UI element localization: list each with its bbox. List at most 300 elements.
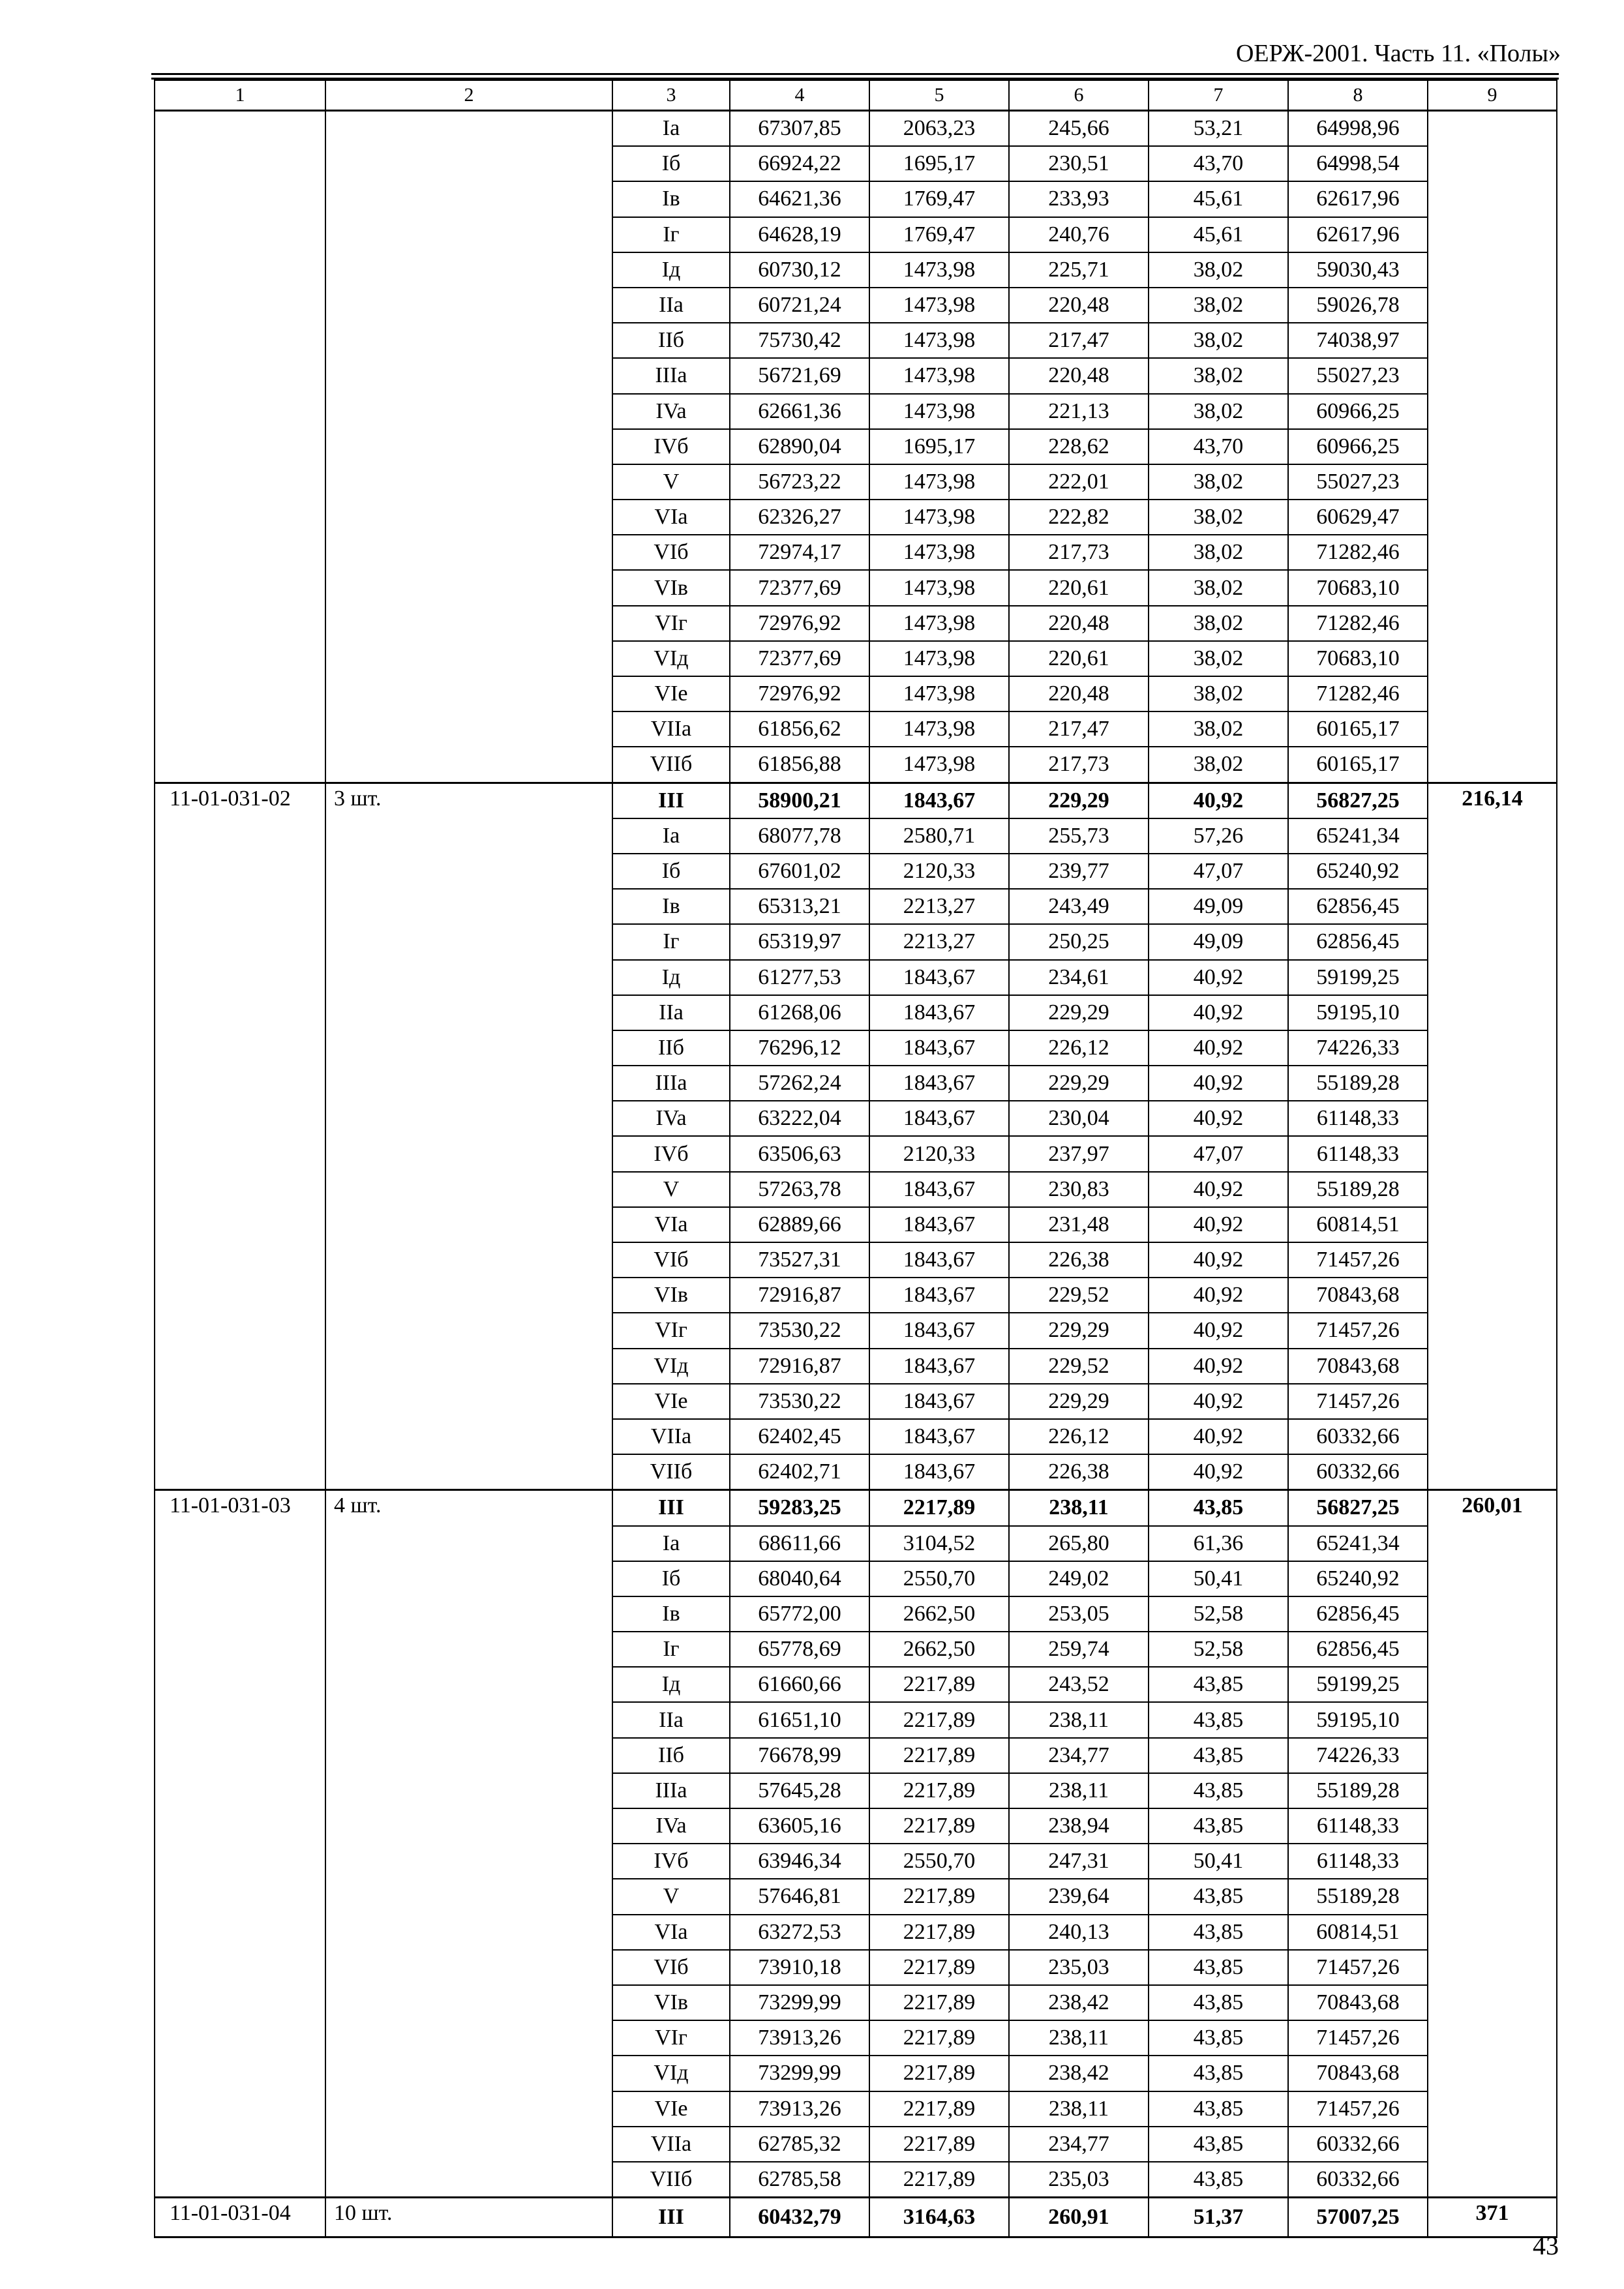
operator-wage-cell: 43,85: [1149, 2020, 1288, 2056]
material-cost-cell: 70843,68: [1288, 1278, 1428, 1313]
operator-wage-cell: 40,92: [1149, 995, 1288, 1030]
zone-cell: IIIa: [612, 1066, 730, 1101]
labor-cost-cell: 2550,70: [869, 1561, 1009, 1596]
column-number-cell: 6: [1009, 80, 1149, 111]
operator-wage-cell: 43,85: [1149, 1773, 1288, 1808]
machine-cost-cell: 228,62: [1009, 429, 1149, 464]
material-cost-cell: 62856,45: [1288, 1596, 1428, 1632]
material-cost-cell: 59199,25: [1288, 1667, 1428, 1702]
labor-cost-cell: 1473,98: [869, 641, 1009, 676]
operator-wage-cell: 38,02: [1149, 606, 1288, 641]
direct-cost-cell: 73299,99: [730, 1985, 869, 2020]
machine-cost-cell: 229,29: [1009, 1313, 1149, 1348]
direct-cost-cell: 67601,02: [730, 854, 869, 889]
zone-cell: Iд: [612, 252, 730, 288]
direct-cost-cell: 58900,21: [730, 783, 869, 818]
material-cost-cell: 62856,45: [1288, 924, 1428, 959]
zone-cell: Iд: [612, 1667, 730, 1702]
material-cost-cell: 71282,46: [1288, 606, 1428, 641]
zone-cell: VIIб: [612, 1454, 730, 1490]
direct-cost-cell: 72377,69: [730, 641, 869, 676]
direct-cost-cell: 57645,28: [730, 1773, 869, 1808]
labor-hours-cell: 260,01: [1428, 1490, 1557, 2198]
machine-cost-cell: 229,29: [1009, 995, 1149, 1030]
operator-wage-cell: 43,85: [1149, 1985, 1288, 2020]
direct-cost-cell: 63605,16: [730, 1808, 869, 1844]
operator-wage-cell: 43,85: [1149, 1702, 1288, 1737]
column-number-cell: 8: [1288, 80, 1428, 111]
direct-cost-cell: 63222,04: [730, 1101, 869, 1136]
material-cost-cell: 60332,66: [1288, 2127, 1428, 2162]
direct-cost-cell: 63506,63: [730, 1136, 869, 1171]
zone-cell: Ia: [612, 1526, 730, 1561]
material-cost-cell: 71282,46: [1288, 676, 1428, 711]
material-cost-cell: 62856,45: [1288, 889, 1428, 924]
operator-wage-cell: 40,92: [1149, 1172, 1288, 1207]
machine-cost-cell: 239,77: [1009, 854, 1149, 889]
direct-cost-cell: 68077,78: [730, 818, 869, 854]
material-cost-cell: 74226,33: [1288, 1738, 1428, 1773]
header-rule-top: [151, 73, 1559, 75]
zone-cell: VIa: [612, 500, 730, 535]
zone-cell: Iд: [612, 960, 730, 995]
labor-cost-cell: 2217,89: [869, 1490, 1009, 1526]
operator-wage-cell: 43,85: [1149, 1950, 1288, 1985]
direct-cost-cell: 75730,42: [730, 323, 869, 358]
machine-cost-cell: 226,12: [1009, 1030, 1149, 1066]
material-cost-cell: 71457,26: [1288, 1242, 1428, 1278]
machine-cost-cell: 233,93: [1009, 181, 1149, 217]
labor-cost-cell: 1473,98: [869, 394, 1009, 429]
direct-cost-cell: 62326,27: [730, 500, 869, 535]
operator-wage-cell: 38,02: [1149, 747, 1288, 783]
machine-cost-cell: 240,13: [1009, 1915, 1149, 1950]
direct-cost-cell: 57646,81: [730, 1879, 869, 1914]
operator-wage-cell: 40,92: [1149, 1313, 1288, 1348]
labor-cost-cell: 2217,89: [869, 1985, 1009, 2020]
labor-cost-cell: 2217,89: [869, 1808, 1009, 1844]
direct-cost-cell: 61660,66: [730, 1667, 869, 1702]
direct-cost-cell: 73530,22: [730, 1384, 869, 1419]
labor-cost-cell: 1473,98: [869, 358, 1009, 393]
zone-cell: IIa: [612, 288, 730, 323]
operator-wage-cell: 38,02: [1149, 323, 1288, 358]
machine-cost-cell: 237,97: [1009, 1136, 1149, 1171]
direct-cost-cell: 72976,92: [730, 676, 869, 711]
machine-cost-cell: 235,03: [1009, 1950, 1149, 1985]
operator-wage-cell: 50,41: [1149, 1844, 1288, 1879]
direct-cost-cell: 63272,53: [730, 1915, 869, 1950]
direct-cost-cell: 62890,04: [730, 429, 869, 464]
direct-cost-cell: 73527,31: [730, 1242, 869, 1278]
material-cost-cell: 59030,43: [1288, 252, 1428, 288]
material-cost-cell: 62617,96: [1288, 217, 1428, 252]
zone-cell: Iб: [612, 146, 730, 181]
quantity-cell: 4 шт.: [325, 1490, 612, 2198]
machine-cost-cell: 234,77: [1009, 2127, 1149, 2162]
labor-cost-cell: 2217,89: [869, 2127, 1009, 2162]
material-cost-cell: 74226,33: [1288, 1030, 1428, 1066]
direct-cost-cell: 65778,69: [730, 1632, 869, 1667]
direct-cost-cell: 65319,97: [730, 924, 869, 959]
machine-cost-cell: 243,49: [1009, 889, 1149, 924]
labor-cost-cell: 2217,89: [869, 2162, 1009, 2198]
direct-cost-cell: 61277,53: [730, 960, 869, 995]
machine-cost-cell: 226,12: [1009, 1419, 1149, 1454]
zone-cell: IVб: [612, 1136, 730, 1171]
labor-cost-cell: 1473,98: [869, 535, 1009, 570]
operator-wage-cell: 45,61: [1149, 181, 1288, 217]
zone-cell: VIг: [612, 606, 730, 641]
column-number-cell: 9: [1428, 80, 1557, 111]
rate-code-cell: [155, 111, 325, 783]
material-cost-cell: 59199,25: [1288, 960, 1428, 995]
labor-hours-cell: 371: [1428, 2198, 1557, 2237]
machine-cost-cell: 235,03: [1009, 2162, 1149, 2198]
direct-cost-cell: 72916,87: [730, 1278, 869, 1313]
material-cost-cell: 62617,96: [1288, 181, 1428, 217]
direct-cost-cell: 68611,66: [730, 1526, 869, 1561]
machine-cost-cell: 217,73: [1009, 535, 1149, 570]
labor-cost-cell: 1843,67: [869, 1384, 1009, 1419]
labor-cost-cell: 2213,27: [869, 889, 1009, 924]
direct-cost-cell: 73913,26: [730, 2091, 869, 2127]
rates-table-body: [155, 80, 1557, 2237]
operator-wage-cell: 47,07: [1149, 1136, 1288, 1171]
operator-wage-cell: 43,85: [1149, 2162, 1288, 2198]
zone-cell: IVб: [612, 1844, 730, 1879]
operator-wage-cell: 38,02: [1149, 711, 1288, 747]
direct-cost-cell: 62785,32: [730, 2127, 869, 2162]
material-cost-cell: 55189,28: [1288, 1172, 1428, 1207]
labor-cost-cell: 2662,50: [869, 1596, 1009, 1632]
direct-cost-cell: 73299,99: [730, 2056, 869, 2091]
zone-cell: III: [612, 1490, 730, 1526]
machine-cost-cell: 243,52: [1009, 1667, 1149, 1702]
material-cost-cell: 60814,51: [1288, 1207, 1428, 1242]
machine-cost-cell: 238,11: [1009, 2020, 1149, 2056]
material-cost-cell: 60165,17: [1288, 711, 1428, 747]
direct-cost-cell: 60721,24: [730, 288, 869, 323]
zone-cell: Ia: [612, 818, 730, 854]
operator-wage-cell: 49,09: [1149, 924, 1288, 959]
direct-cost-cell: 56723,22: [730, 464, 869, 500]
material-cost-cell: 62856,45: [1288, 1632, 1428, 1667]
material-cost-cell: 60814,51: [1288, 1915, 1428, 1950]
labor-cost-cell: 1843,67: [869, 783, 1009, 818]
zone-cell: IIб: [612, 323, 730, 358]
machine-cost-cell: 238,11: [1009, 1702, 1149, 1737]
direct-cost-cell: 57262,24: [730, 1066, 869, 1101]
zone-cell: Iв: [612, 1596, 730, 1632]
direct-cost-cell: 59283,25: [730, 1490, 869, 1526]
machine-cost-cell: 230,83: [1009, 1172, 1149, 1207]
direct-cost-cell: 60432,79: [730, 2198, 869, 2237]
operator-wage-cell: 40,92: [1149, 783, 1288, 818]
zone-cell: IIб: [612, 1030, 730, 1066]
page-number: 43: [1533, 2231, 1559, 2260]
zone-cell: VIa: [612, 1207, 730, 1242]
zone-cell: IIIa: [612, 1773, 730, 1808]
machine-cost-cell: 231,48: [1009, 1207, 1149, 1242]
labor-cost-cell: 1473,98: [869, 747, 1009, 783]
direct-cost-cell: 62402,71: [730, 1454, 869, 1490]
machine-cost-cell: 260,91: [1009, 2198, 1149, 2237]
labor-cost-cell: 2120,33: [869, 1136, 1009, 1171]
machine-cost-cell: 225,71: [1009, 252, 1149, 288]
operator-wage-cell: 38,02: [1149, 570, 1288, 605]
zone-cell: IVa: [612, 1808, 730, 1844]
quantity-cell: 3 шт.: [325, 783, 612, 1490]
labor-cost-cell: 1473,98: [869, 500, 1009, 535]
machine-cost-cell: 220,48: [1009, 676, 1149, 711]
zone-cell: V: [612, 1879, 730, 1914]
direct-cost-cell: 72974,17: [730, 535, 869, 570]
direct-cost-cell: 72377,69: [730, 570, 869, 605]
machine-cost-cell: 217,47: [1009, 711, 1149, 747]
machine-cost-cell: 220,61: [1009, 570, 1149, 605]
machine-cost-cell: 249,02: [1009, 1561, 1149, 1596]
direct-cost-cell: 61856,88: [730, 747, 869, 783]
operator-wage-cell: 38,02: [1149, 500, 1288, 535]
machine-cost-cell: 226,38: [1009, 1242, 1149, 1278]
zone-cell: IVa: [612, 1101, 730, 1136]
material-cost-cell: 71282,46: [1288, 535, 1428, 570]
material-cost-cell: 70843,68: [1288, 1349, 1428, 1384]
zone-cell: Iб: [612, 1561, 730, 1596]
labor-cost-cell: 2063,23: [869, 111, 1009, 147]
operator-wage-cell: 43,85: [1149, 1879, 1288, 1914]
labor-cost-cell: 1473,98: [869, 676, 1009, 711]
rate-code-cell: 11-01-031-02: [155, 783, 325, 1490]
direct-cost-cell: 76678,99: [730, 1738, 869, 1773]
zone-cell: VIв: [612, 570, 730, 605]
labor-cost-cell: 1473,98: [869, 711, 1009, 747]
direct-cost-cell: 72976,92: [730, 606, 869, 641]
operator-wage-cell: 38,02: [1149, 358, 1288, 393]
machine-cost-cell: 238,11: [1009, 1490, 1149, 1526]
machine-cost-cell: 217,73: [1009, 747, 1149, 783]
labor-cost-cell: 1473,98: [869, 323, 1009, 358]
zone-cell: VIIa: [612, 2127, 730, 2162]
direct-cost-cell: 73910,18: [730, 1950, 869, 1985]
labor-cost-cell: 1843,67: [869, 1030, 1009, 1066]
zone-cell: VIa: [612, 1915, 730, 1950]
direct-cost-cell: 61651,10: [730, 1702, 869, 1737]
material-cost-cell: 60332,66: [1288, 1454, 1428, 1490]
machine-cost-cell: 221,13: [1009, 394, 1149, 429]
material-cost-cell: 60332,66: [1288, 2162, 1428, 2198]
machine-cost-cell: 220,48: [1009, 606, 1149, 641]
machine-cost-cell: 220,48: [1009, 288, 1149, 323]
machine-cost-cell: 238,11: [1009, 2091, 1149, 2127]
machine-cost-cell: 238,94: [1009, 1808, 1149, 1844]
labor-cost-cell: 2120,33: [869, 854, 1009, 889]
labor-cost-cell: 1843,67: [869, 1454, 1009, 1490]
material-cost-cell: 60966,25: [1288, 429, 1428, 464]
material-cost-cell: 55189,28: [1288, 1066, 1428, 1101]
zone-cell: VIг: [612, 1313, 730, 1348]
direct-cost-cell: 57263,78: [730, 1172, 869, 1207]
operator-wage-cell: 49,09: [1149, 889, 1288, 924]
labor-cost-cell: 2662,50: [869, 1632, 1009, 1667]
direct-cost-cell: 66924,22: [730, 146, 869, 181]
zone-cell: V: [612, 1172, 730, 1207]
material-cost-cell: 65241,34: [1288, 1526, 1428, 1561]
labor-cost-cell: 1473,98: [869, 606, 1009, 641]
material-cost-cell: 55027,23: [1288, 358, 1428, 393]
material-cost-cell: 71457,26: [1288, 2091, 1428, 2127]
quantity-cell: [325, 111, 612, 783]
material-cost-cell: 61148,33: [1288, 1808, 1428, 1844]
table-row: [155, 1490, 1557, 1526]
quantity-cell: 10 шт.: [325, 2198, 612, 2237]
material-cost-cell: 60165,17: [1288, 747, 1428, 783]
material-cost-cell: 60966,25: [1288, 394, 1428, 429]
zone-cell: Iг: [612, 924, 730, 959]
operator-wage-cell: 40,92: [1149, 1066, 1288, 1101]
machine-cost-cell: 234,77: [1009, 1738, 1149, 1773]
operator-wage-cell: 43,85: [1149, 1490, 1288, 1526]
machine-cost-cell: 229,52: [1009, 1349, 1149, 1384]
labor-cost-cell: 1843,67: [869, 1419, 1009, 1454]
operator-wage-cell: 43,85: [1149, 1738, 1288, 1773]
machine-cost-cell: 265,80: [1009, 1526, 1149, 1561]
material-cost-cell: 71457,26: [1288, 1950, 1428, 1985]
operator-wage-cell: 47,07: [1149, 854, 1288, 889]
labor-cost-cell: 3164,63: [869, 2198, 1009, 2237]
operator-wage-cell: 61,36: [1149, 1526, 1288, 1561]
direct-cost-cell: 64628,19: [730, 217, 869, 252]
material-cost-cell: 65240,92: [1288, 854, 1428, 889]
machine-cost-cell: 230,04: [1009, 1101, 1149, 1136]
zone-cell: Iг: [612, 217, 730, 252]
rates-table: [154, 80, 1557, 2238]
labor-cost-cell: 1843,67: [869, 1349, 1009, 1384]
machine-cost-cell: 247,31: [1009, 1844, 1149, 1879]
material-cost-cell: 74038,97: [1288, 323, 1428, 358]
labor-cost-cell: 1769,47: [869, 217, 1009, 252]
operator-wage-cell: 52,58: [1149, 1596, 1288, 1632]
material-cost-cell: 59195,10: [1288, 1702, 1428, 1737]
machine-cost-cell: 220,48: [1009, 358, 1149, 393]
zone-cell: IIa: [612, 1702, 730, 1737]
operator-wage-cell: 51,37: [1149, 2198, 1288, 2237]
direct-cost-cell: 73913,26: [730, 2020, 869, 2056]
operator-wage-cell: 38,02: [1149, 394, 1288, 429]
labor-cost-cell: 1843,67: [869, 1278, 1009, 1313]
zone-cell: Ia: [612, 111, 730, 147]
zone-cell: IVa: [612, 394, 730, 429]
column-number-cell: 4: [730, 80, 869, 111]
labor-cost-cell: 2217,89: [869, 1702, 1009, 1737]
machine-cost-cell: 255,73: [1009, 818, 1149, 854]
operator-wage-cell: 40,92: [1149, 1030, 1288, 1066]
zone-cell: VIIб: [612, 747, 730, 783]
labor-cost-cell: 2217,89: [869, 2091, 1009, 2127]
material-cost-cell: 71457,26: [1288, 1313, 1428, 1348]
zone-cell: VIIб: [612, 2162, 730, 2198]
operator-wage-cell: 38,02: [1149, 676, 1288, 711]
page-header-title: ОЕРЖ-2001. Часть 11. «Полы»: [1235, 40, 1561, 67]
labor-cost-cell: 1769,47: [869, 181, 1009, 217]
labor-cost-cell: 3104,52: [869, 1526, 1009, 1561]
labor-cost-cell: 1695,17: [869, 146, 1009, 181]
labor-cost-cell: 1843,67: [869, 1066, 1009, 1101]
direct-cost-cell: 68040,64: [730, 1561, 869, 1596]
machine-cost-cell: 226,38: [1009, 1454, 1149, 1490]
column-number-cell: 1: [155, 80, 325, 111]
zone-cell: VIв: [612, 1985, 730, 2020]
zone-cell: VIв: [612, 1278, 730, 1313]
labor-cost-cell: 2217,89: [869, 2056, 1009, 2091]
operator-wage-cell: 38,02: [1149, 535, 1288, 570]
labor-cost-cell: 2217,89: [869, 1950, 1009, 1985]
material-cost-cell: 55189,28: [1288, 1879, 1428, 1914]
operator-wage-cell: 53,21: [1149, 111, 1288, 147]
zone-cell: VIб: [612, 1242, 730, 1278]
material-cost-cell: 64998,96: [1288, 111, 1428, 147]
operator-wage-cell: 38,02: [1149, 464, 1288, 500]
zone-cell: Iв: [612, 889, 730, 924]
direct-cost-cell: 62661,36: [730, 394, 869, 429]
material-cost-cell: 61148,33: [1288, 1101, 1428, 1136]
material-cost-cell: 71457,26: [1288, 2020, 1428, 2056]
operator-wage-cell: 45,61: [1149, 217, 1288, 252]
table-row: [155, 2198, 1557, 2237]
zone-cell: VIe: [612, 1384, 730, 1419]
labor-cost-cell: 1843,67: [869, 1313, 1009, 1348]
direct-cost-cell: 61856,62: [730, 711, 869, 747]
labor-cost-cell: 1843,67: [869, 995, 1009, 1030]
zone-cell: VIд: [612, 1349, 730, 1384]
zone-cell: VIб: [612, 535, 730, 570]
machine-cost-cell: 217,47: [1009, 323, 1149, 358]
material-cost-cell: 64998,54: [1288, 146, 1428, 181]
material-cost-cell: 55027,23: [1288, 464, 1428, 500]
machine-cost-cell: 230,51: [1009, 146, 1149, 181]
material-cost-cell: 70683,10: [1288, 570, 1428, 605]
rate-code-cell: 11-01-031-04: [155, 2198, 325, 2237]
operator-wage-cell: 40,92: [1149, 1207, 1288, 1242]
machine-cost-cell: 240,76: [1009, 217, 1149, 252]
labor-cost-cell: 1843,67: [869, 1242, 1009, 1278]
labor-cost-cell: 1843,67: [869, 1101, 1009, 1136]
direct-cost-cell: 61268,06: [730, 995, 869, 1030]
machine-cost-cell: 222,82: [1009, 500, 1149, 535]
operator-wage-cell: 43,85: [1149, 2127, 1288, 2162]
machine-cost-cell: 229,29: [1009, 783, 1149, 818]
material-cost-cell: 56827,25: [1288, 783, 1428, 818]
rate-code-cell: 11-01-031-03: [155, 1490, 325, 2198]
operator-wage-cell: 43,85: [1149, 2091, 1288, 2127]
zone-cell: Iг: [612, 1632, 730, 1667]
material-cost-cell: 70843,68: [1288, 1985, 1428, 2020]
zone-cell: VIIa: [612, 1419, 730, 1454]
machine-cost-cell: 253,05: [1009, 1596, 1149, 1632]
material-cost-cell: 59195,10: [1288, 995, 1428, 1030]
operator-wage-cell: 40,92: [1149, 1278, 1288, 1313]
zone-cell: IIIa: [612, 358, 730, 393]
zone-cell: III: [612, 783, 730, 818]
material-cost-cell: 55189,28: [1288, 1773, 1428, 1808]
direct-cost-cell: 63946,34: [730, 1844, 869, 1879]
operator-wage-cell: 50,41: [1149, 1561, 1288, 1596]
material-cost-cell: 57007,25: [1288, 2198, 1428, 2237]
material-cost-cell: 65240,92: [1288, 1561, 1428, 1596]
operator-wage-cell: 52,58: [1149, 1632, 1288, 1667]
machine-cost-cell: 220,61: [1009, 641, 1149, 676]
